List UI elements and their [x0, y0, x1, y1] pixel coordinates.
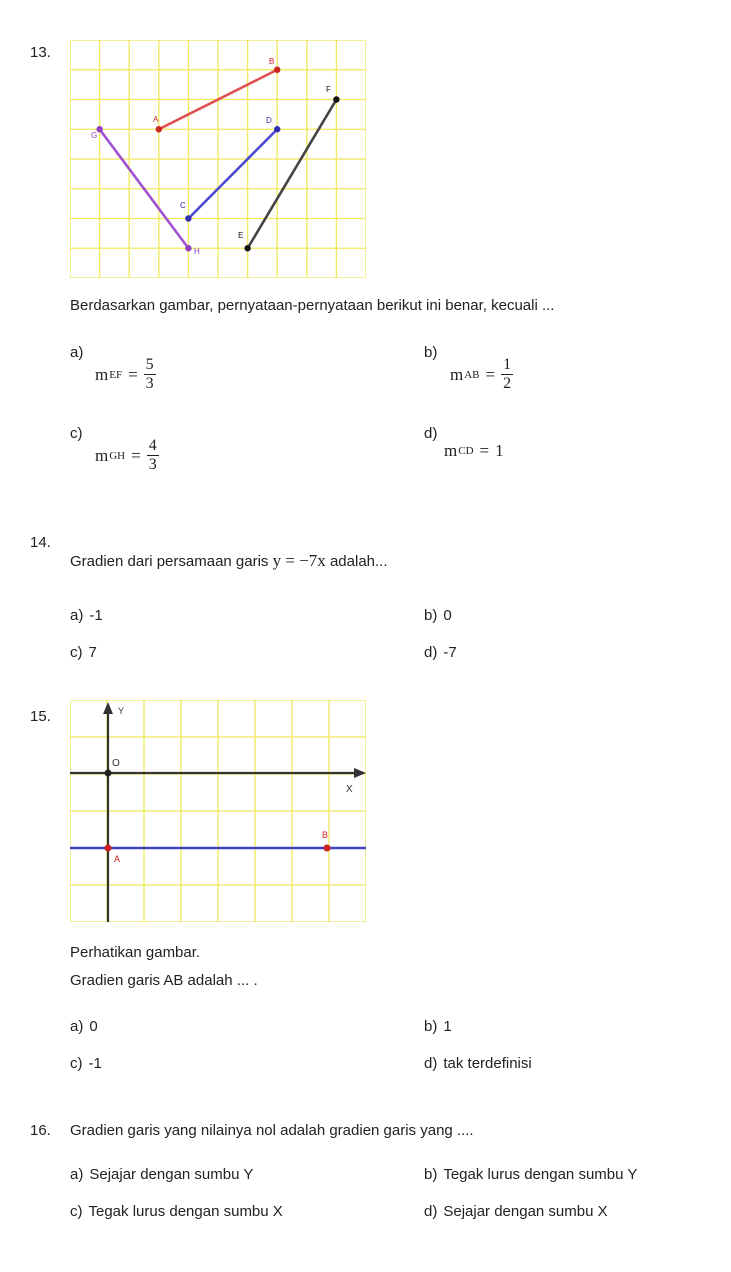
option-label: b) [424, 344, 438, 361]
q13-option-b[interactable] [424, 344, 443, 361]
q16-option-d[interactable]: d) Sejajar dengan sumbu X [424, 1203, 608, 1220]
q13-option-d-math: m CD = 1 [444, 441, 504, 460]
q13-option-d[interactable] [424, 425, 443, 442]
q15-option-b[interactable]: b) 1 [424, 1018, 452, 1035]
point-a [156, 126, 162, 132]
option-label: d) [424, 425, 438, 442]
q15-line1: Perhatikan gambar. [70, 944, 201, 961]
label-g: G [91, 131, 98, 140]
q13-option-c[interactable] [70, 425, 89, 442]
origin-point [105, 770, 112, 777]
x-axis-arrow-icon [354, 768, 366, 778]
q14-option-c[interactable]: c) 7 [70, 644, 97, 661]
origin-label: O [112, 758, 120, 769]
q16-question: Gradien garis yang nilainya nol adalah gradien garis yang .... [70, 1122, 474, 1139]
segment-ef [248, 100, 337, 249]
label-a: A [153, 115, 159, 124]
y-axis-label: Y [118, 706, 125, 716]
q15-option-c[interactable]: c) -1 [70, 1055, 102, 1072]
q15-option-a[interactable]: a) 0 [70, 1018, 98, 1035]
q15-option-d[interactable]: d) tak terdefinisi [424, 1055, 532, 1072]
q15-grid [70, 700, 366, 922]
point-e [244, 245, 250, 251]
q14-option-b[interactable]: b) 0 [424, 607, 452, 624]
q13-option-c-math: m GH = $\frac{4}{3}$ [95, 437, 157, 473]
point-b [274, 67, 280, 73]
q15-figure [70, 700, 366, 922]
q13-option-a-math: m EF = $\frac{5}{3}$ [95, 356, 154, 392]
label-b: B [322, 830, 329, 840]
label-e: E [238, 231, 244, 240]
y-axis-arrow-icon [103, 702, 113, 714]
question-15-number: 15. [30, 708, 51, 725]
point-h [185, 245, 191, 251]
q14-question: Gradien dari persamaan garis y = −7x adalah... [70, 551, 388, 570]
label-c: C [180, 201, 186, 210]
option-label: c) [70, 425, 83, 442]
label-d: D [266, 116, 272, 125]
q16-option-b[interactable]: b) Tegak lurus dengan sumbu Y [424, 1166, 638, 1183]
q15-line2: Gradien garis AB adalah ... . [70, 972, 258, 989]
label-h: H [194, 247, 200, 256]
question-13-number: 13. [30, 44, 51, 61]
q16-option-c[interactable]: c) Tegak lurus dengan sumbu X [70, 1203, 283, 1220]
q14-option-a[interactable]: a) -1 [70, 607, 103, 624]
label-b: B [269, 57, 275, 66]
question-14-number: 14. [30, 534, 51, 551]
q13-option-b-math: m AB = $\frac{1}{2}$ [450, 356, 512, 392]
q13-grid [70, 40, 366, 278]
option-label: a) [70, 344, 84, 361]
point-f [333, 96, 339, 102]
point-d [274, 126, 280, 132]
x-axis-label: X [346, 784, 353, 795]
question-16-number: 16. [30, 1122, 51, 1139]
q16-option-a[interactable]: a) Sejajar dengan sumbu Y [70, 1166, 254, 1183]
segment-cd [188, 129, 277, 218]
q13-option-a[interactable] [70, 344, 89, 361]
point-c [185, 215, 191, 221]
point-a [105, 845, 112, 852]
q13-question: Berdasarkan gambar, pernyataan-pernyataan berikut ini benar, kecuali ... [70, 297, 555, 314]
q13-figure [70, 40, 366, 278]
q14-equation: y = −7x [272, 551, 326, 570]
label-f: F [326, 85, 331, 94]
point-g [96, 126, 102, 132]
label-a: A [114, 854, 121, 864]
point-b [324, 845, 331, 852]
q14-option-d[interactable]: d) -7 [424, 644, 457, 661]
